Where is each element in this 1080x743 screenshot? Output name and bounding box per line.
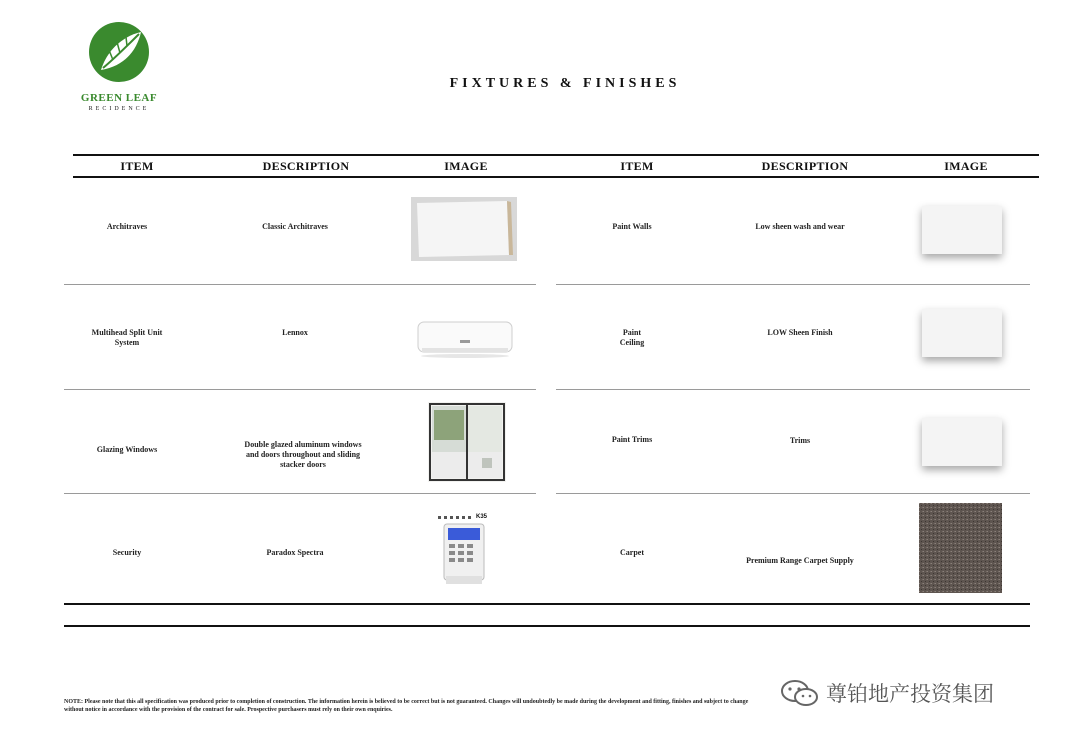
paint-walls-swatch [922, 206, 1002, 254]
right-row-1-description: Low sheen wash and wear [755, 222, 845, 231]
left-row-divider [64, 284, 536, 285]
alarm-keypad-image [436, 514, 494, 588]
paint-trims-swatch [922, 418, 1002, 466]
header-bottom-rule [73, 176, 1039, 178]
right-row-divider [556, 284, 1030, 285]
carpet-swatch [919, 503, 1002, 593]
left-row-2-item: Multihead Split Unit System [91, 328, 163, 347]
header-description-left: DESCRIPTION [262, 159, 350, 173]
split-unit-image [414, 318, 516, 360]
left-row-2-description: Lennox [282, 328, 308, 337]
left-row-1-item: Architraves [106, 222, 148, 231]
right-row-3-item: Paint Trims [611, 435, 653, 444]
architrave-image [411, 197, 517, 261]
table-bottom-rule [64, 603, 1030, 605]
left-row-3-description: Double glazed aluminum windows and doors throughout and sliding stacker doors [244, 440, 362, 469]
right-row-1-item: Paint Walls [612, 222, 652, 231]
wechat-icon [780, 678, 820, 708]
page-title: FIXTURES & FINISHES [449, 76, 681, 91]
right-row-4-description: Premium Range Carpet Supply [746, 556, 854, 565]
left-row-3-item: Glazing Windows [96, 445, 158, 454]
right-row-2-description: LOW Sheen Finish [767, 328, 833, 337]
right-row-3-description: Trims [789, 436, 811, 445]
footer-rule [64, 625, 1030, 627]
keypad-model-label: K35 [476, 514, 488, 520]
header-item-right: ITEM [620, 159, 654, 173]
watermark [780, 678, 994, 708]
logo [74, 20, 164, 112]
right-row-2-item: Paint Ceiling [619, 328, 645, 347]
brand-subtitle: RECIDENCE [88, 106, 150, 112]
header-image-right: IMAGE [944, 159, 988, 173]
paint-ceiling-swatch [922, 309, 1002, 357]
sliding-door-image [428, 402, 506, 482]
left-row-1-description: Classic Architraves [262, 222, 328, 231]
brand-name: GREEN LEAF [80, 92, 158, 104]
right-row-divider [556, 389, 1030, 390]
left-row-divider [64, 493, 536, 494]
left-row-4-item: Security [112, 548, 142, 557]
header-description-right: DESCRIPTION [761, 159, 849, 173]
disclaimer-note: NOTE: Please note that this all specification was produced prior to completion of construction. The information herein is believed to be correct but is not guaranteed. Changes will undoubtedly be made during the development and fitting, finishes and subject to change without notice in accordance with the provision of the contract for sale. Prospective purchasers must rely on their own enquiries. [64, 699, 749, 713]
header-top-rule [73, 154, 1039, 156]
left-row-divider [64, 389, 536, 390]
right-row-4-item: Carpet [620, 548, 644, 557]
right-row-divider [556, 493, 1030, 494]
header-image-left: IMAGE [444, 159, 488, 173]
leaf-logo-icon [87, 20, 151, 84]
left-row-4-description: Paradox Spectra [266, 548, 324, 557]
header-item-left: ITEM [120, 159, 154, 173]
watermark-text: 尊铂地产投资集团 [826, 682, 994, 706]
